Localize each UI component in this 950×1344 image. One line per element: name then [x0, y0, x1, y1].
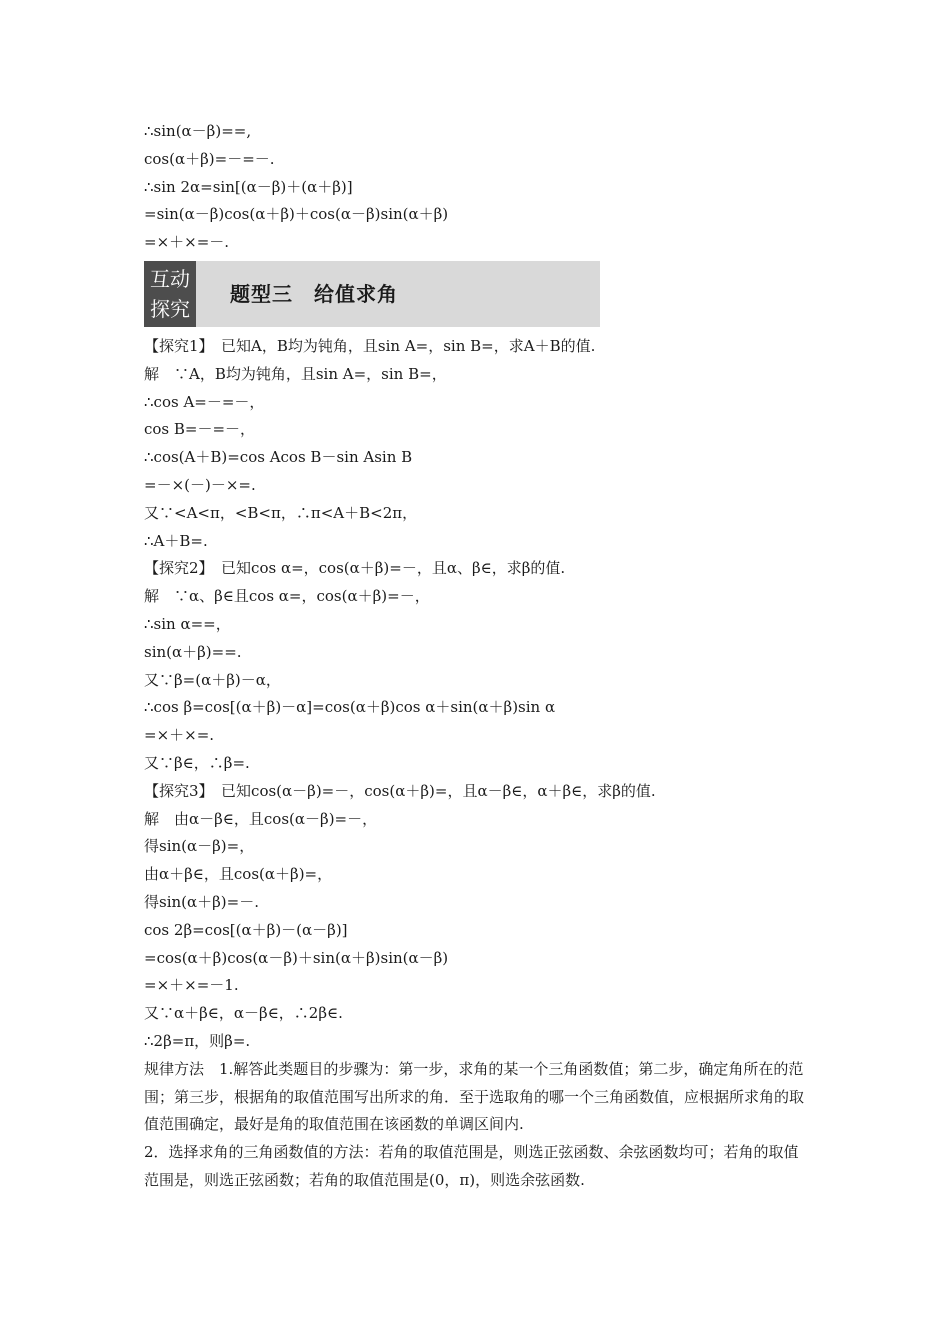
text-line: 又∵β∈，∴β=.	[144, 753, 250, 772]
section-banner	[144, 261, 600, 327]
text-line: ∴A＋B=.	[144, 531, 208, 550]
text-line: 得sin(α＋β)=－.	[144, 892, 259, 911]
text-line: 【探究2】 已知cos α=，cos(α＋β)=－，且α、β∈，求β的值.	[144, 559, 566, 578]
text-line: =×＋×=.	[144, 726, 215, 745]
text-line: cos(α＋β)=－=－.	[144, 149, 275, 168]
text-line: cos B=－=－，	[144, 420, 256, 439]
text-line: 又∵β=(α＋β)－α，	[144, 670, 281, 689]
text-line: ∴cos A=－=－，	[144, 392, 265, 411]
text-line: =sin(α－β)cos(α＋β)＋cos(α－β)sin(α＋β)	[144, 205, 449, 224]
section-title: 题型三 给值求角	[230, 281, 398, 306]
text-line: 得sin(α－β)=，	[144, 837, 255, 856]
text-line: =－×(－)－×=.	[144, 475, 256, 494]
text-line: ∴sin(α－β)==,	[144, 122, 252, 140]
text-line: ∴sin 2α=sin[(α－β)＋(α＋β)]	[144, 177, 353, 196]
text-line: ∴sin α==，	[144, 614, 231, 633]
intro-block	[144, 118, 816, 257]
text-line: 解 由α－β∈，且cos(α－β)=－，	[144, 809, 378, 828]
text-line: 解 ∵α、β∈且cos α=，cos(α＋β)=－，	[144, 587, 430, 606]
text-line: ∴2β=π，则β=.	[144, 1031, 251, 1050]
document-page	[144, 118, 816, 1195]
text-line: 由α＋β∈，且cos(α＋β)=，	[144, 865, 333, 884]
method-block	[144, 1056, 816, 1195]
text-line: cos 2β=cos[(α＋β)－(α－β)]	[144, 920, 348, 939]
text-line: ∴cos β=cos[(α＋β)－α]=cos(α＋β)cos α＋sin(α＋β)sin α	[144, 698, 556, 717]
method-paragraph: 2．选择求角的三角函数值的方法：若角的取值范围是，则选正弦函数、余弦函数均可；若角的取值范围是，则选正弦函数；若角的取值范围是(0，π)，则选余弦函数.	[144, 1143, 799, 1189]
text-line: sin(α＋β)==.	[144, 642, 242, 661]
text-line: =×＋×=－1.	[144, 976, 239, 995]
text-line: 【探究1】 已知A，B均为钝角，且sin A=，sin B=，求A＋B的值.	[144, 336, 596, 355]
text-line: 解 ∵A，B均为钝角，且sin A=，sin B=，	[144, 364, 447, 383]
text-line: 又∵<A<π，<B<π，∴π<A＋B<2π，	[144, 503, 418, 522]
section-tag-line: 探究	[150, 296, 190, 321]
text-line: =cos(α＋β)cos(α－β)＋sin(α＋β)sin(α－β)	[144, 948, 449, 967]
text-line: ∴cos(A＋B)=cos Acos B－sin Asin B	[144, 448, 413, 467]
text-line: 又∵α＋β∈，α－β∈，∴2β∈.	[144, 1004, 343, 1023]
text-line: 【探究3】 已知cos(α－β)=－，cos(α＋β)=，且α－β∈，α＋β∈，求β的值.	[144, 781, 656, 800]
body-block	[144, 333, 816, 1056]
section-tag	[144, 261, 196, 327]
method-paragraph: 规律方法 1.解答此类题目的步骤为：第一步，求角的某一个三角函数值；第二步，确定角所在的范围；第三步，根据角的取值范围写出所求的角．至于选取角的哪一个三角函数值，应根据所求角的取值范围确定，最好是角的取值范围在该函数的单调区间内.	[144, 1059, 805, 1134]
section-tag-line: 互动	[150, 266, 190, 291]
text-line: =×＋×=－.	[144, 233, 230, 252]
